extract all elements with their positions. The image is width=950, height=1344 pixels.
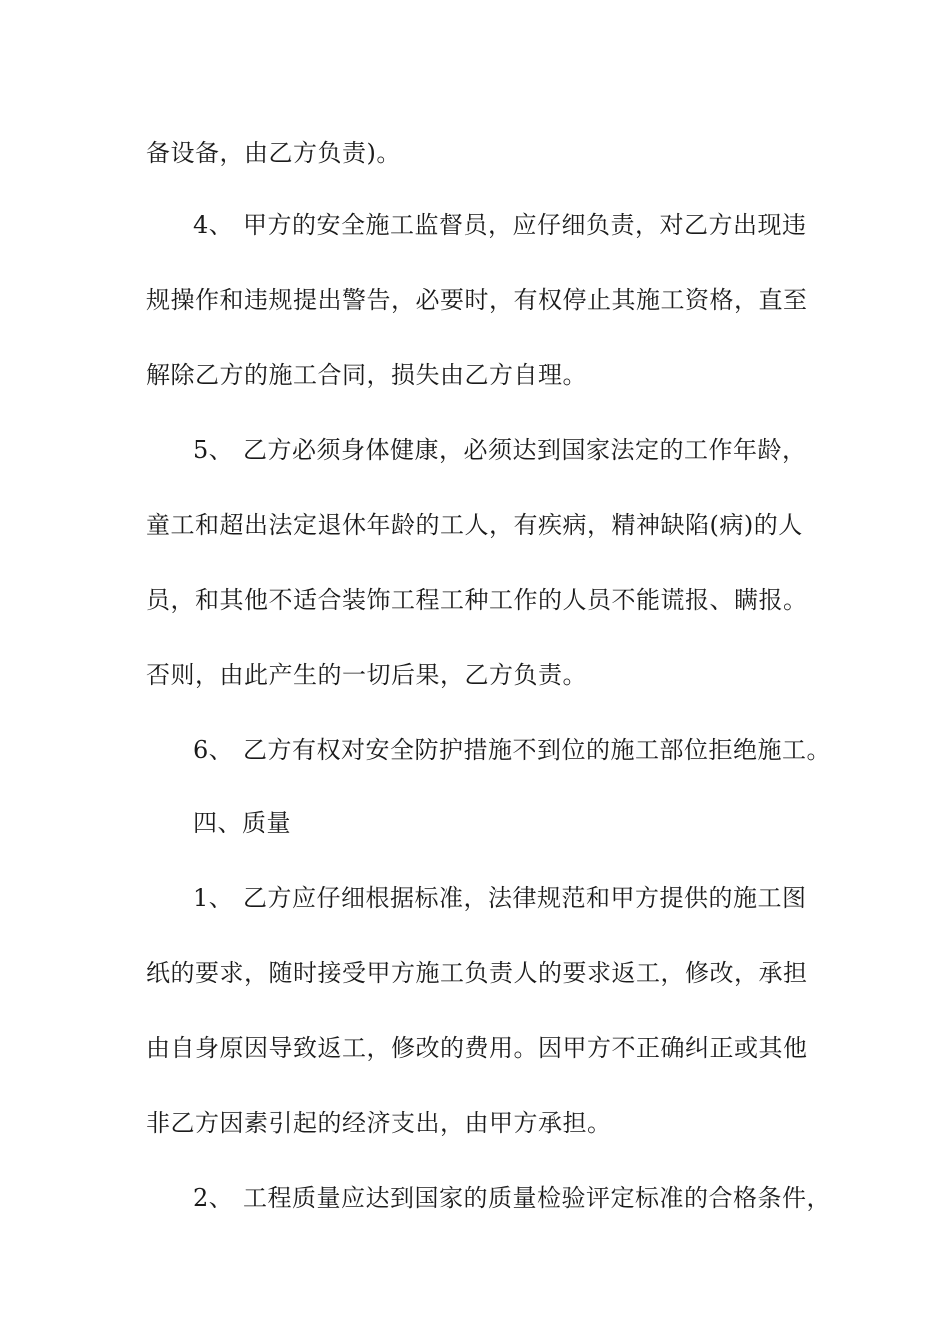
line-text: 规操作和违规提出警告，必要时，有权停止其施工资格，直至 (146, 286, 808, 314)
line-text: 员，和其他不适合装饰工程工种工作的人员不能谎报、瞒报。 (146, 586, 808, 614)
text-line (146, 138, 401, 168)
section-heading (193, 808, 291, 838)
item-number: 5、 (193, 436, 234, 464)
list-item-1 (193, 883, 807, 913)
text-line (146, 585, 808, 615)
line-text: 工程质量应达到国家的质量检验评定标准的合格条件， (243, 1184, 831, 1212)
text-line (146, 958, 808, 988)
list-item-2 (193, 1183, 831, 1213)
line-text: 乙方有权对安全防护措施不到位的施工部位拒绝施工。 (243, 736, 831, 764)
list-item-6 (193, 735, 831, 765)
text-line (146, 660, 587, 690)
line-text: 童工和超出法定退休年龄的工人，有疾病，精神缺陷(病)的人 (146, 511, 803, 539)
text-line (146, 510, 803, 540)
line-text: 乙方应仔细根据标准，法律规范和甲方提供的施工图 (243, 884, 807, 912)
text-line (146, 1033, 808, 1063)
line-text: 解除乙方的施工合同，损失由乙方自理。 (146, 361, 587, 389)
line-text: 由自身原因导致返工，修改的费用。因甲方不正确纠正或其他 (146, 1034, 808, 1062)
list-item-4 (193, 210, 807, 240)
item-number: 1、 (193, 884, 234, 912)
item-number: 2、 (193, 1184, 234, 1212)
text-line (146, 360, 587, 390)
line-text: 乙方必须身体健康，必须达到国家法定的工作年龄， (243, 436, 807, 464)
line-text: 否则，由此产生的一切后果，乙方负责。 (146, 661, 587, 689)
item-number: 6、 (193, 736, 234, 764)
line-text: 非乙方因素引起的经济支出，由甲方承担。 (146, 1109, 612, 1137)
text-line (146, 285, 808, 315)
list-item-5 (193, 435, 807, 465)
text-line (146, 1108, 612, 1138)
line-text: 备设备，由乙方负责)。 (146, 139, 401, 167)
item-number: 4、 (193, 211, 234, 239)
line-text: 甲方的安全施工监督员，应仔细负责，对乙方出现违 (243, 211, 807, 239)
line-text: 纸的要求，随时接受甲方施工负责人的要求返工，修改，承担 (146, 959, 808, 987)
section-title: 四、质量 (193, 809, 291, 837)
